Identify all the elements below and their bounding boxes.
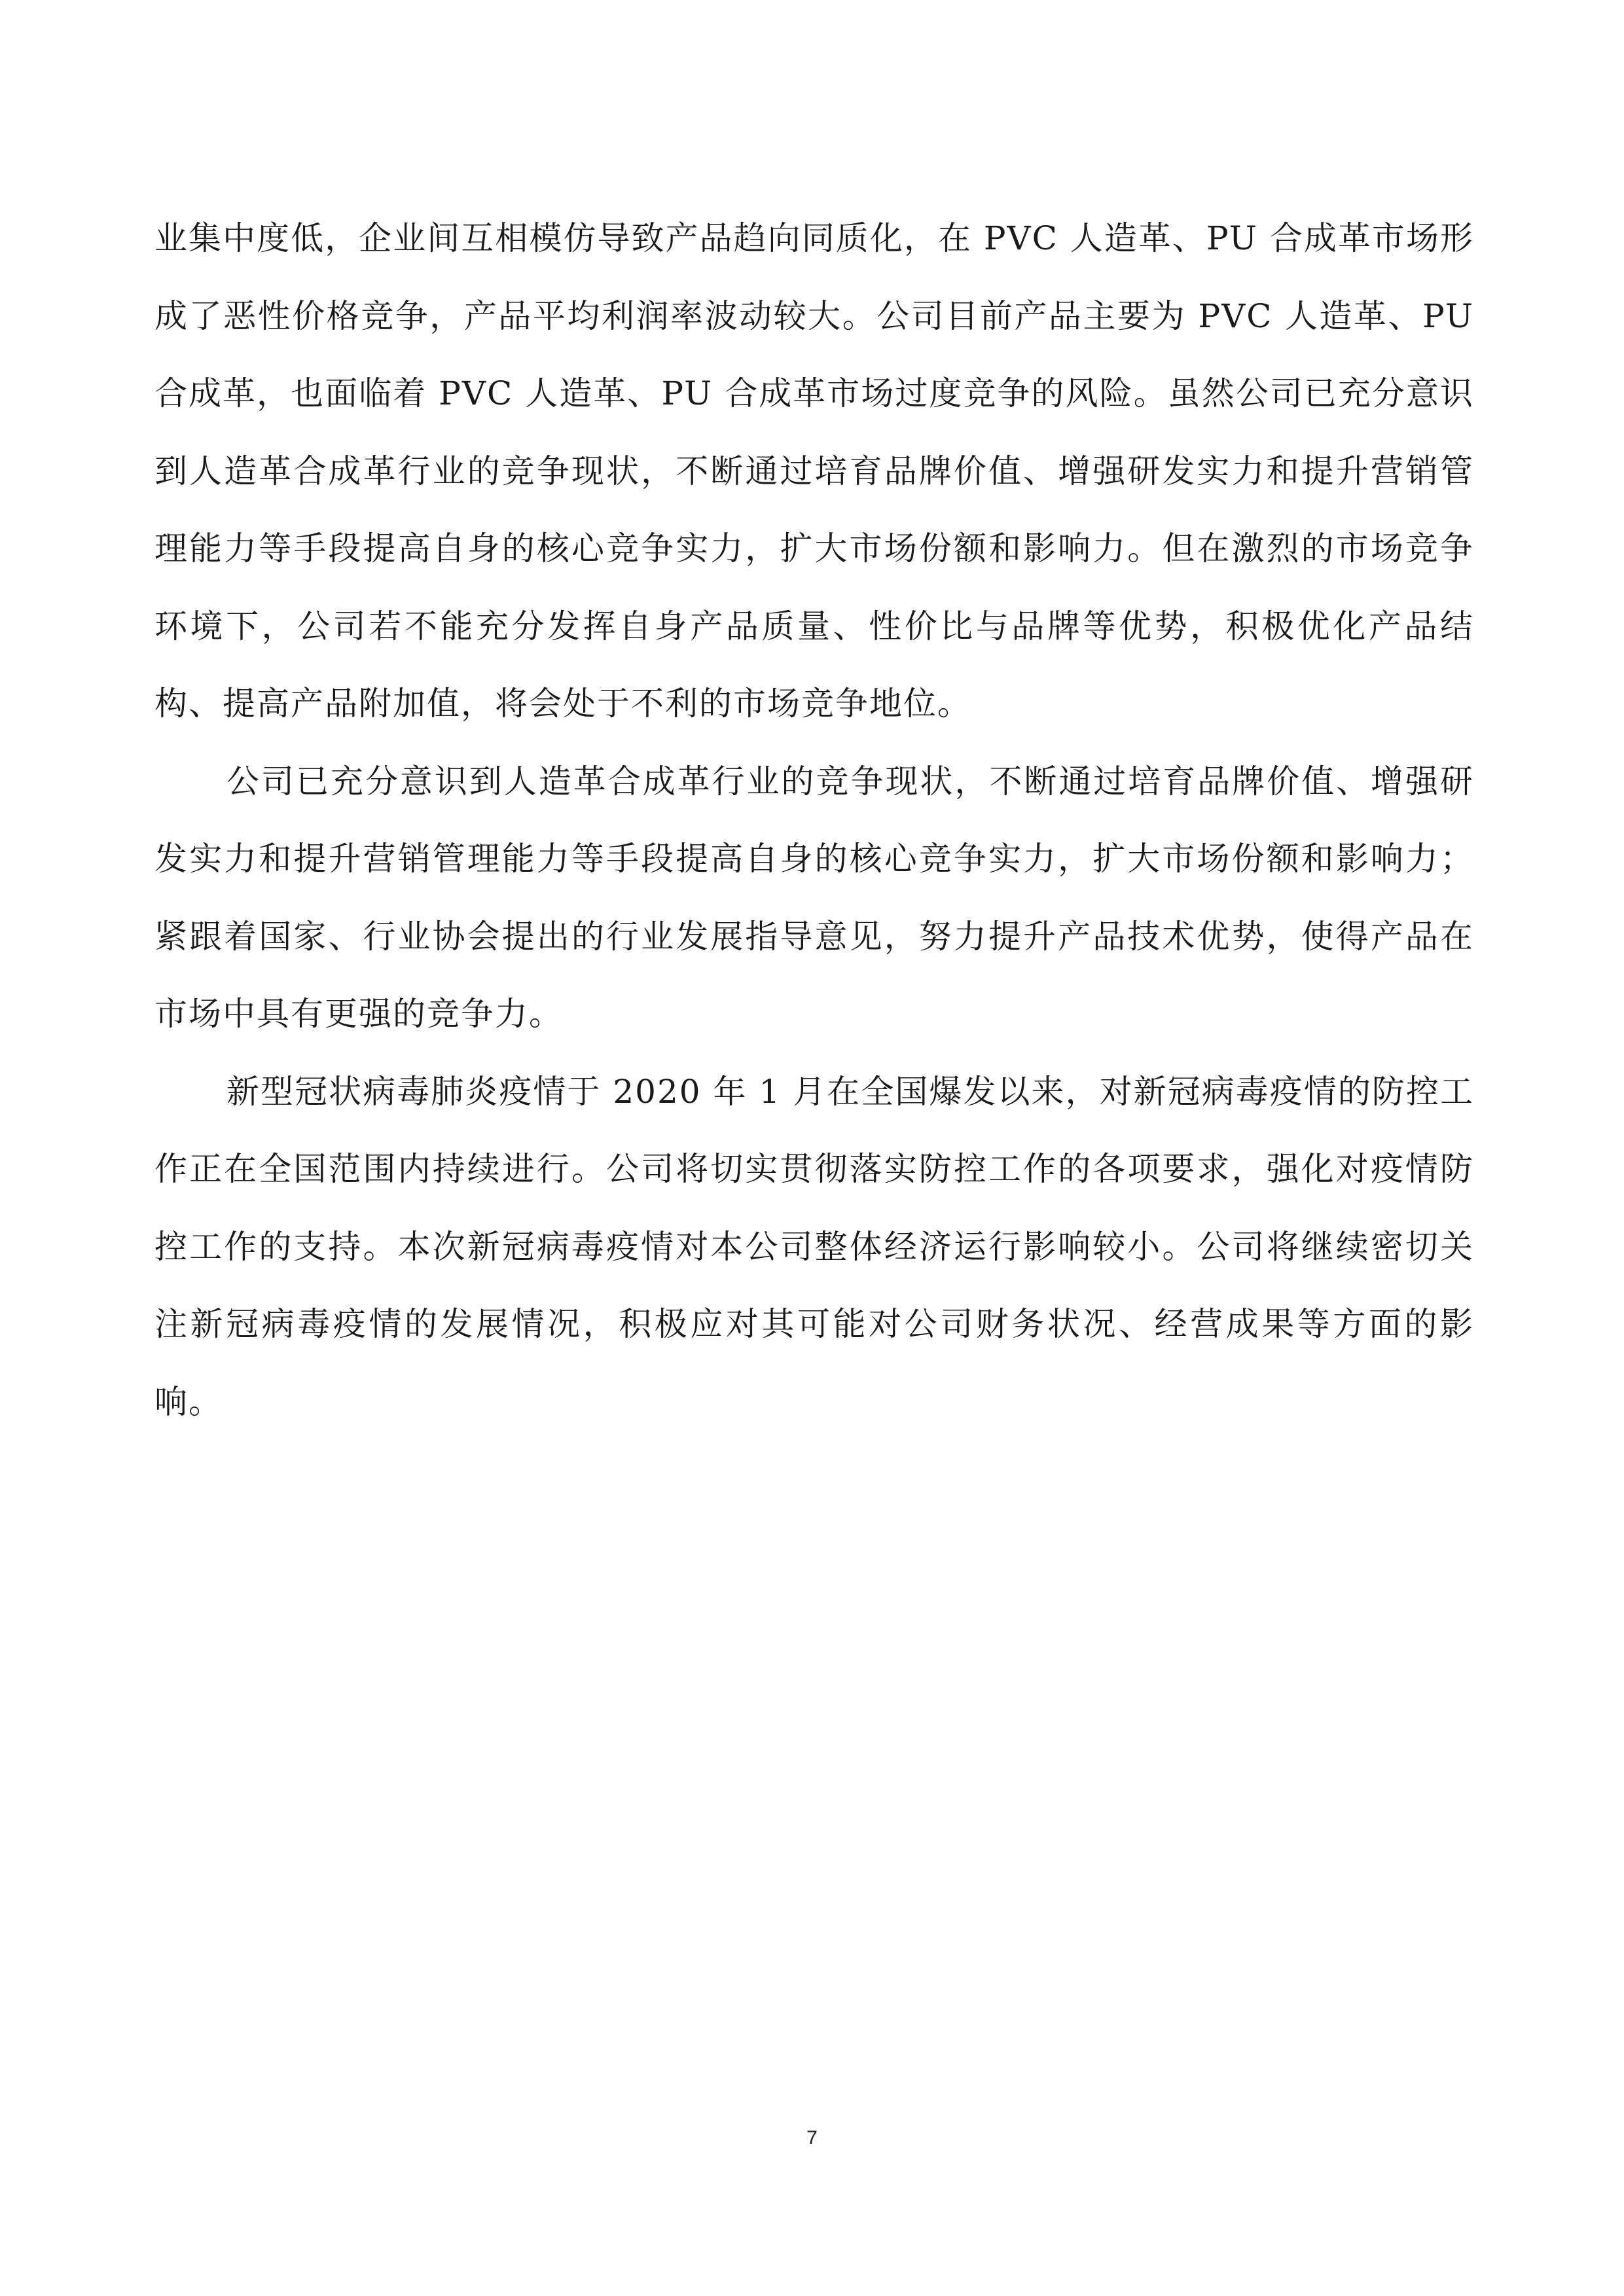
body-text (154, 200, 1474, 1441)
paragraph-competition-response: 公司已充分意识到人造革合成革行业的竞争现状，不断通过培育品牌价值、增强研发实力和提升营销管理能力等手段提高自身的核心竞争实力，扩大市场份额和影响力；紧跟着国家、行业协会提出的行业发展指导意见，努力提升产品技术优势，使得产品在市场中具有更强的竞争力。 (154, 762, 1474, 1033)
page-number: 7 (806, 2127, 818, 2149)
paragraph-continuation: 业集中度低，企业间互相模仿导致产品趋向同质化，在 PVC 人造革、PU 合成革市场形成了恶性价格竞争，产品平均利润率波动较大。公司目前产品主要为 PVC 人造革、PU 合成革，也面临着 PVC 人造革、PU 合成革市场过度竞争的风险。虽然公司已充分意识到人造革合成革行业的竞争现状，不断通过培育品牌价值、增强研发实力和提升营销管理能力等手段提高自身的核心竞争实力，扩大市场份额和影响力。但在激烈的市场竞争环境下，公司若不能充分发挥自身产品质量、性价比与品牌等优势，积极优化产品结构、提高产品附加值，将会处于不利的市场竞争地位。 (154, 219, 1474, 723)
paragraph-epidemic-impact: 新型冠状病毒肺炎疫情于 2020 年 1 月在全国爆发以来，对新冠病毒疫情的防控工作正在全国范围内持续进行。公司将切实贯彻落实防控工作的各项要求，强化对疫情防控工作的支持。本次新冠病毒疫情对本公司整体经济运行影响较小。公司将继续密切关注新冠病毒疫情的发展情况，积极应对其可能对公司财务状况、经营成果等方面的影响。 (154, 1072, 1474, 1421)
